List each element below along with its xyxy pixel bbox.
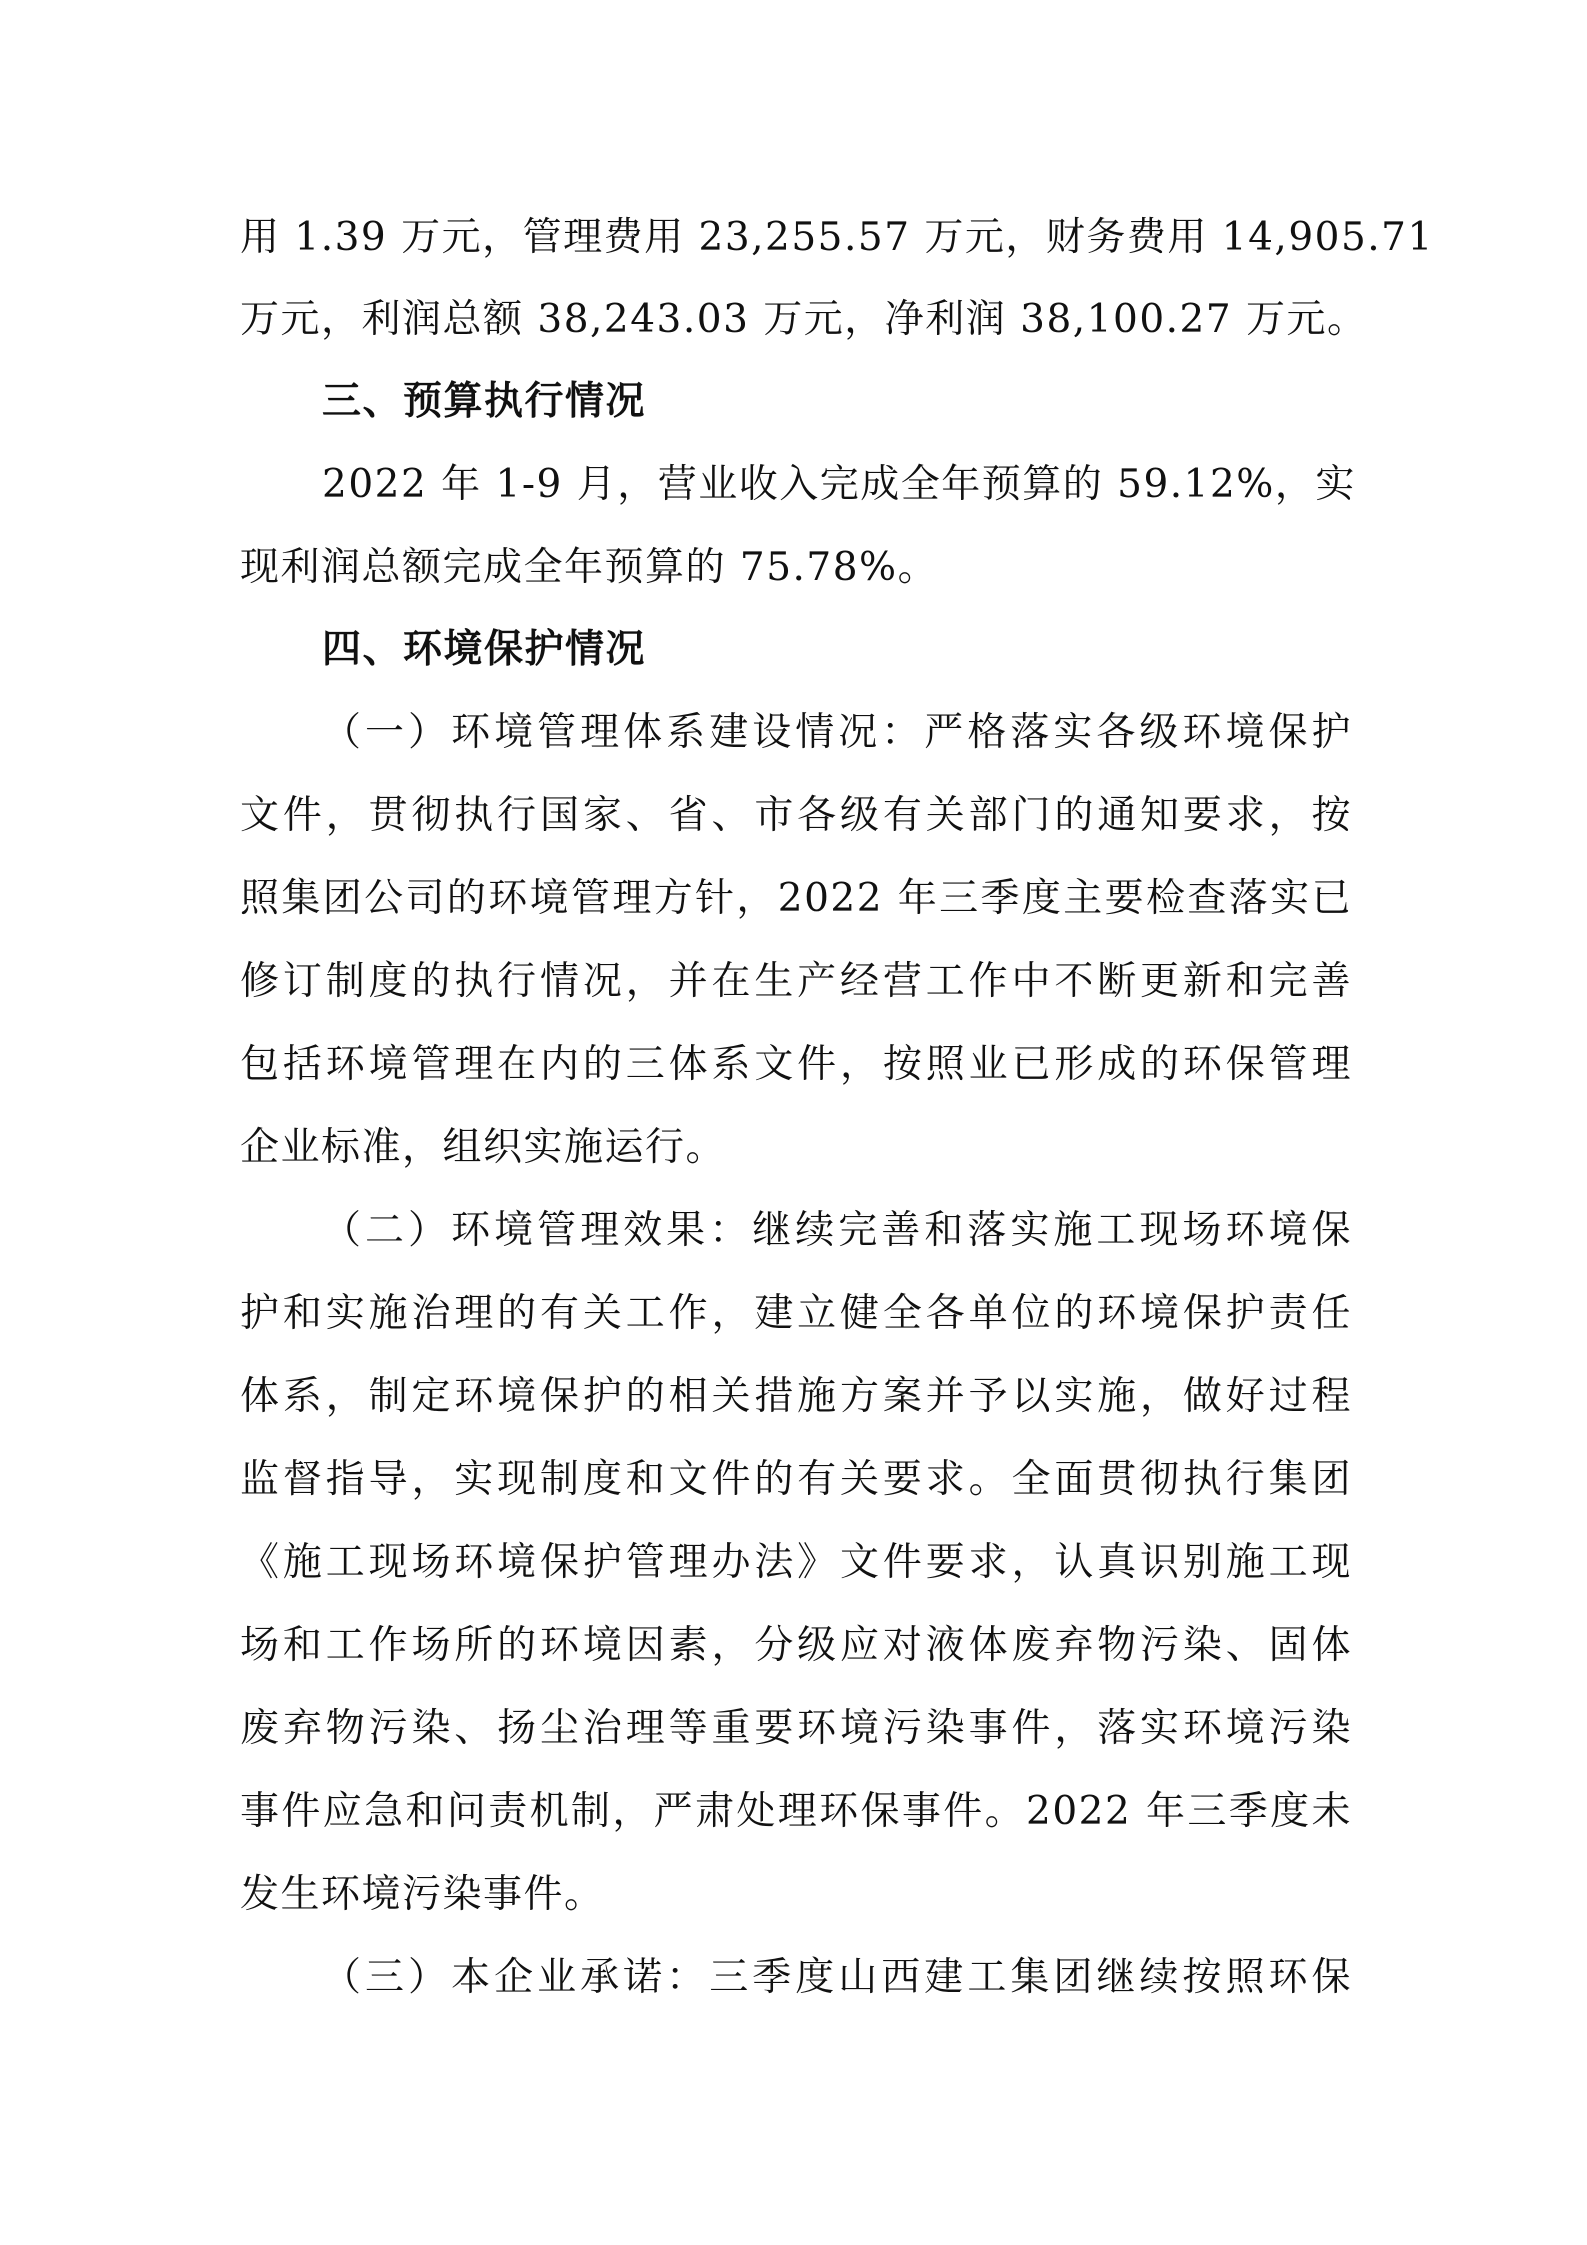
body-text-line: 场和工作场所的环境因素，分级应对液体废弃物污染、固体 <box>240 1623 1352 1668</box>
section-heading-environment: 四、环境保护情况 <box>322 627 647 672</box>
body-text-line: 2022 年 1-9 月，营业收入完成全年预算的 59.12%，实 <box>322 462 1356 507</box>
body-text-line: 照集团公司的环境管理方针，2022 年三季度主要检查落实已 <box>240 876 1352 921</box>
body-text-line: 企业标准，组织实施运行。 <box>240 1125 727 1170</box>
subsection-1-first-line: （一）环境管理体系建设情况：严格落实各级环境保护 <box>322 710 1352 755</box>
body-text-line: 文件，贯彻执行国家、省、市各级有关部门的通知要求，按 <box>240 793 1352 838</box>
body-text-line: 监督指导，实现制度和文件的有关要求。全面贯彻执行集团 <box>240 1457 1352 1502</box>
subsection-3-first-line: （三）本企业承诺：三季度山西建工集团继续按照环保 <box>322 1955 1352 2000</box>
body-text-line: 《施工现场环境保护管理办法》文件要求，认真识别施工现 <box>240 1540 1352 1585</box>
body-text-line: 万元，利润总额 38,243.03 万元，净利润 38,100.27 万元。 <box>240 297 1368 342</box>
body-text-line: 用 1.39 万元，管理费用 23,255.57 万元，财务费用 14,905.71 <box>240 215 1434 260</box>
body-text-line: 修订制度的执行情况，并在生产经营工作中不断更新和完善 <box>240 959 1352 1004</box>
body-text-line: 包括环境管理在内的三体系文件，按照业已形成的环保管理 <box>240 1042 1352 1087</box>
body-text-line: 废弃物污染、扬尘治理等重要环境污染事件，落实环境污染 <box>240 1706 1352 1751</box>
body-text-line: 事件应急和问责机制，严肃处理环保事件。2022 年三季度未 <box>240 1789 1352 1834</box>
section-heading-budget: 三、预算执行情况 <box>322 379 647 424</box>
body-text-line: 现利润总额完成全年预算的 75.78%。 <box>240 545 939 590</box>
body-text-line: 体系，制定环境保护的相关措施方案并予以实施，做好过程 <box>240 1374 1352 1419</box>
subsection-2-first-line: （二）环境管理效果：继续完善和落实施工现场环境保 <box>322 1208 1352 1253</box>
body-text-line: 护和实施治理的有关工作，建立健全各单位的环境保护责任 <box>240 1291 1352 1336</box>
body-text-line: 发生环境污染事件。 <box>240 1872 605 1917</box>
